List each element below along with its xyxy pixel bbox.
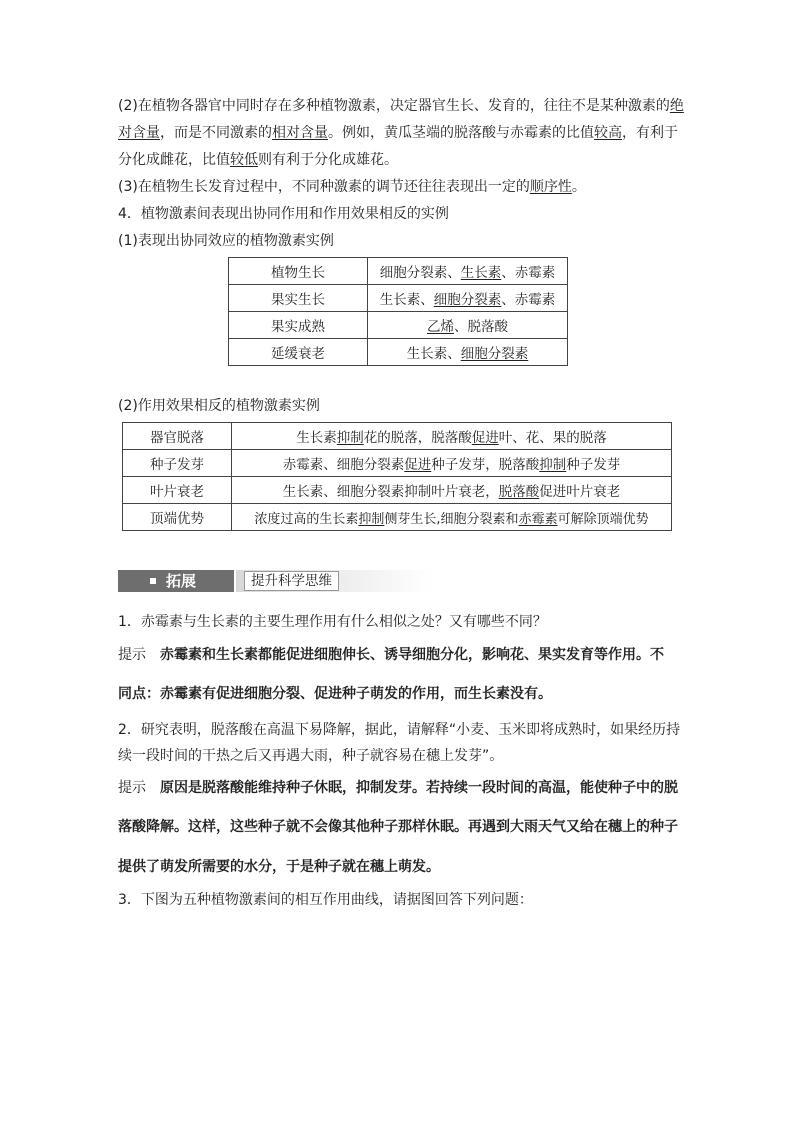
tip-label: 提示: [118, 647, 146, 663]
banner-sublabel-box: [236, 570, 432, 592]
table-row: 种子发芽 赤霉素、细胞分裂素促进种子发芽，脱落酸抑制种子发芽: [123, 450, 672, 477]
synergy-table: [228, 257, 568, 366]
underline-text: 较低: [230, 152, 258, 168]
table-row: 器官脱落 生长素抑制花的脱落，脱落酸促进叶、花、果的脱落: [123, 423, 672, 450]
antagonism-table: [122, 422, 672, 531]
table-row: 顶端优势 浓度过高的生长素抑制侧芽生长,细胞分裂素和赤霉素可解除顶端优势: [123, 504, 672, 531]
underline-text: 绝: [669, 98, 684, 114]
answer-2-line3: 提供了萌发所需要的水分，于是种子就在穗上萌发。: [118, 859, 440, 875]
question-1: 1．赤霉素与生长素的主要生理作用有什么相似之处？又有哪些不同？: [118, 614, 547, 630]
para2-line1: (2)在植物各器官中同时存在多种植物激素，决定器官生长、发育的，往往不是某种激素的绝: [118, 98, 684, 114]
answer-2-line1: 提示 原因是脱落酸能维持种子休眠，抑制发芽。若持续一段时间的高温，能使种子中的脱: [118, 780, 678, 796]
section-heading-4: 4．植物激素间表现出协同作用和作用效果相反的实例: [118, 206, 449, 222]
banner-sublabel: 提升科学思维: [244, 571, 339, 591]
para2-line2: 对含量，而是不同激素的相对含量。例如，黄瓜茎端的脱落酸与赤霉素的比值较高，有利于: [118, 125, 678, 141]
underline-text: 对含量: [118, 125, 160, 141]
answer-1-line2: 同点：赤霉素有促进细胞分裂、促进种子萌发的作用，而生长素没有。: [118, 686, 552, 702]
subheading-1: (1)表现出协同效应的植物激素实例: [118, 233, 334, 249]
table-row: 叶片衰老 生长素、细胞分裂素抑制叶片衰老，脱落酸促进叶片衰老: [123, 477, 672, 504]
extension-banner: [118, 568, 432, 594]
question-2-line1: 2．研究表明，脱落酸在高温下易降解，据此，请解释“小麦、玉米即将成熟时，如果经历持: [118, 722, 681, 738]
table-row: 延缓衰老 生长素、细胞分裂素: [229, 339, 568, 366]
answer-1-line1: 提示 赤霉素和生长素都能促进细胞伸长、诱导细胞分化，影响花、果实发育等作用。不: [118, 647, 664, 663]
underline-text: 顺序性: [529, 179, 572, 195]
banner-label: 拓展: [118, 570, 234, 592]
table-row: 植物生长 细胞分裂素、生长素、赤霉素: [229, 258, 568, 285]
underline-text: 较高: [594, 125, 622, 141]
table-row: 果实生长 生长素、细胞分裂素、赤霉素: [229, 285, 568, 312]
answer-2-line2: 落酸降解。这样，这些种子就不会像其他种子那样休眠。再遇到大雨天气又给在穗上的种子: [118, 819, 678, 835]
para3: (3)在植物生长发育过程中，不同种激素的调节还往往表现出一定的顺序性。: [118, 179, 586, 195]
question-2-line2: 续一段时间的干热之后又再遇大雨，种子就容易在穗上发芽”。: [118, 748, 504, 764]
table-row: 果实成熟 乙烯、脱落酸: [229, 312, 568, 339]
underline-text: 相对含量: [272, 125, 328, 141]
tip-label: 提示: [118, 780, 146, 796]
square-bullet-icon: [150, 578, 156, 584]
question-3: 3．下图为五种植物激素间的相互作用曲线，请据图回答下列问题：: [118, 892, 533, 908]
subheading-2: (2)作用效果相反的植物激素实例: [118, 398, 320, 414]
para2-line3: 分化成雌花，比值较低则有利于分化成雄花。: [118, 152, 398, 168]
